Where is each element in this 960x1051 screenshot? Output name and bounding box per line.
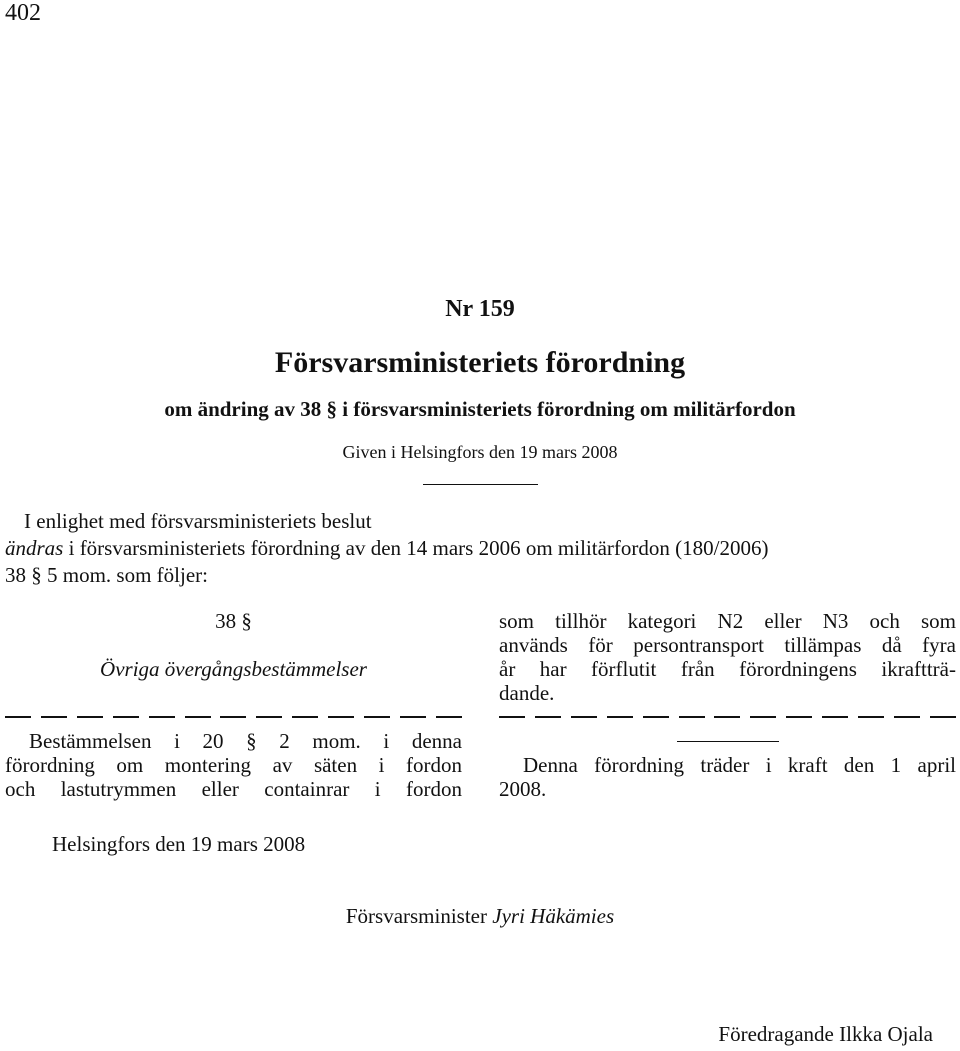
- omission-dashes-right: [499, 705, 956, 729]
- signing-place-date: Helsingfors den 19 mars 2008: [52, 832, 306, 856]
- minister-title: Försvarsminister: [345, 904, 487, 928]
- right-text-line-2: används för persontransport tillämpas då fyra: [499, 633, 956, 657]
- preamble-line-2-rest: i försvarsministeriets förordning av den 14 mars 2006 om militärfordon (180/2006): [63, 536, 769, 560]
- omission-dashes-left: [5, 705, 462, 729]
- right-column: [499, 609, 956, 801]
- given-date: Given i Helsingfors den 19 mars 2008: [342, 442, 618, 462]
- section-divider: [677, 741, 779, 742]
- left-text-line-1: Bestämmelsen i 20 § 2 mom. i denna: [29, 729, 462, 753]
- left-column: [5, 609, 462, 801]
- entry-into-force-line-1: Denna förordning träder i kraft den 1 april: [523, 753, 956, 777]
- preamble-amend-word: ändras: [5, 536, 64, 560]
- section-heading: Övriga övergångsbestämmelser: [100, 657, 367, 681]
- preamble-line-2: [5, 536, 768, 561]
- left-text-line-3: och lastutrymmen eller containrar i fordon: [5, 777, 462, 801]
- right-text-line-4: dande.: [499, 681, 555, 705]
- statute-number: Nr 159: [445, 296, 515, 322]
- page-number: 402: [5, 0, 41, 26]
- section-divider-row: [499, 729, 956, 753]
- document-subtitle: om ändring av 38 § i försvarsministeriets förordning om militärfordon: [164, 397, 796, 421]
- preamble-line-3: 38 § 5 mom. som följer:: [5, 563, 208, 587]
- minister-signature: [0, 904, 960, 929]
- entry-into-force-line-2: 2008.: [499, 777, 547, 801]
- section-number: 38 §: [215, 609, 252, 633]
- header-divider: [423, 484, 538, 485]
- minister-name: Jyri Häkämies: [492, 904, 615, 928]
- right-text-line-1: som tillhör kategori N2 eller N3 och som: [499, 609, 956, 633]
- left-text-line-2: förordning om montering av säten i fordon: [5, 753, 462, 777]
- presenter-signature: Föredragande Ilkka Ojala: [718, 1022, 933, 1046]
- preamble-line-1: I enlighet med försvarsministeriets beslut: [24, 509, 372, 533]
- right-text-line-3: år har förflutit från förordningens ikraftträ-: [499, 657, 956, 681]
- document-title: Försvarsministeriets förordning: [274, 346, 686, 379]
